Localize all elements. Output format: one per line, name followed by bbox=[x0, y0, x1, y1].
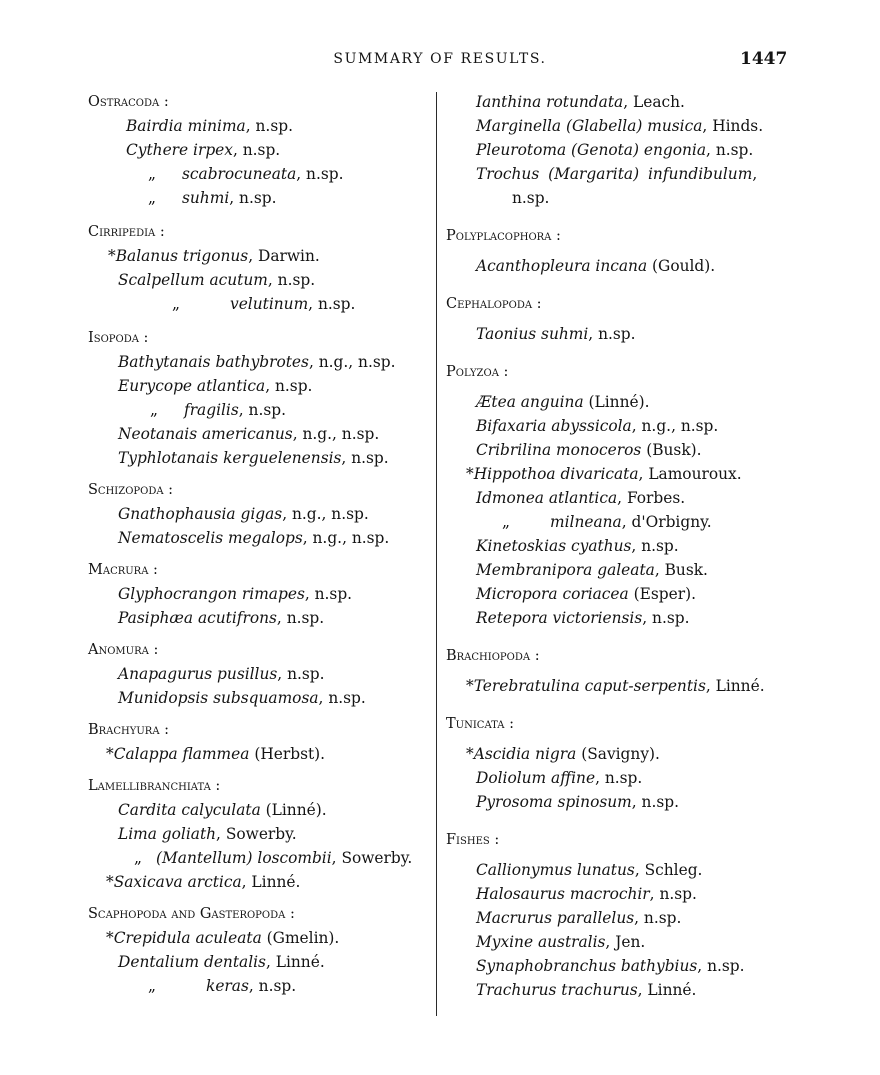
species-name: Crepidula aculeata bbox=[113, 929, 262, 947]
species-entry bbox=[88, 582, 433, 606]
species-authority: , n.sp. bbox=[706, 141, 754, 159]
species-name: Nematoscelis megalops bbox=[118, 529, 303, 547]
species-authority: (Busk). bbox=[641, 441, 702, 459]
species-name: Bathytanais bathybrotes bbox=[118, 353, 309, 371]
species-entry bbox=[88, 374, 433, 398]
species-authority: , n.sp. bbox=[634, 909, 682, 927]
species-authority: , n.sp. bbox=[304, 585, 353, 603]
species-authority: , Lamouroux. bbox=[638, 465, 742, 483]
section-brachyura bbox=[88, 718, 433, 766]
species-name: Idmonea atlantica bbox=[476, 489, 618, 507]
species-name: Retepora victoriensis bbox=[476, 609, 643, 627]
species-entry bbox=[446, 742, 791, 766]
species-authority: , Linné. bbox=[637, 981, 697, 999]
species-authority: (Linné). bbox=[260, 801, 327, 819]
species-name: Acanthopleura incana bbox=[476, 257, 648, 275]
species-name: milneana bbox=[550, 513, 622, 531]
species-authority: , n.sp. bbox=[248, 977, 297, 995]
species-authority: , n.sp. bbox=[631, 793, 679, 811]
species-name: Saxicava arctica bbox=[113, 873, 242, 891]
species-authority: , n.sp. bbox=[595, 769, 643, 787]
species-entry bbox=[88, 350, 433, 374]
species-name: Trochus (Margarita) infundibulum bbox=[476, 165, 753, 183]
species-authority: , n.sp. bbox=[588, 325, 636, 343]
species-entry bbox=[446, 766, 791, 790]
asterisk-mark: * bbox=[108, 247, 116, 265]
species-name: velutinum bbox=[230, 295, 309, 313]
species-authority: , Linné. bbox=[705, 677, 765, 695]
species-entry bbox=[446, 674, 791, 698]
species-entry bbox=[446, 114, 791, 138]
species-entry bbox=[88, 662, 433, 686]
species-authority: , n.sp. bbox=[229, 189, 277, 207]
species-entry bbox=[446, 510, 791, 534]
species-name: Micropora coriacea bbox=[476, 585, 629, 603]
species-name: Cardita calyculata bbox=[118, 801, 261, 819]
section-lamellibranchiata bbox=[88, 774, 433, 894]
species-authority: , n.sp. bbox=[296, 165, 344, 183]
section-heading: Schizopoda : bbox=[88, 482, 174, 498]
section-heading: Anomura : bbox=[88, 642, 159, 658]
species-entry bbox=[88, 446, 433, 470]
species-authority: n.sp. bbox=[512, 189, 550, 207]
species-authority: , n.g., n.sp. bbox=[308, 353, 396, 371]
right-column bbox=[446, 90, 791, 1002]
species-entry bbox=[446, 462, 791, 486]
species-authority: (Linné). bbox=[583, 393, 650, 411]
species-name: Anapagurus pusillus bbox=[118, 665, 278, 683]
section-brachiopoda bbox=[446, 644, 791, 698]
species-name: Taonius suhmi bbox=[476, 325, 589, 343]
species-entry bbox=[446, 954, 791, 978]
species-name: Cythere irpex bbox=[126, 141, 233, 159]
page-number: 1447 bbox=[740, 49, 788, 69]
section-heading: Fishes : bbox=[446, 832, 500, 848]
species-name: Ascidia nigra bbox=[473, 745, 577, 763]
species-name: (Mantellum) loscombii bbox=[156, 849, 332, 867]
species-name: Marginella (Glabella) musica bbox=[476, 117, 703, 135]
species-name: Kinetoskias cyathus bbox=[476, 537, 632, 555]
species-authority: , n.sp. bbox=[238, 401, 286, 419]
species-name: scabrocuneata bbox=[182, 165, 297, 183]
species-entry bbox=[446, 558, 791, 582]
section-heading: Scaphopoda and Gasteropoda : bbox=[88, 906, 295, 922]
species-authority: , Linné. bbox=[241, 873, 301, 891]
species-name: Balanus trigonus bbox=[115, 247, 249, 265]
species-authority: (Savigny). bbox=[576, 745, 660, 763]
species-entry bbox=[88, 292, 433, 316]
species-authority: , Schleg. bbox=[634, 861, 703, 879]
left-column bbox=[88, 90, 433, 998]
species-authority: , bbox=[752, 165, 758, 183]
species-name: Calappa flammea bbox=[113, 745, 250, 763]
species-authority: , Hinds. bbox=[702, 117, 764, 135]
species-name: Trachurus trachurus bbox=[476, 981, 638, 999]
section-heading: Macrura : bbox=[88, 562, 158, 578]
species-entry bbox=[446, 138, 791, 162]
species-entry bbox=[88, 974, 433, 998]
section-heading: Polyzoa : bbox=[446, 364, 509, 380]
species-entry bbox=[446, 790, 791, 814]
species-entry bbox=[88, 186, 433, 210]
species-entry bbox=[88, 268, 433, 292]
species-entry bbox=[88, 398, 433, 422]
species-entry bbox=[88, 138, 433, 162]
species-authority: , n.sp. bbox=[267, 271, 316, 289]
species-authority: , Busk. bbox=[654, 561, 708, 579]
species-entry bbox=[446, 858, 791, 882]
species-name: Ianthina rotundata bbox=[476, 93, 624, 111]
species-entry bbox=[88, 422, 433, 446]
column-divider bbox=[436, 92, 437, 1016]
species-entry bbox=[446, 978, 791, 1002]
species-authority: (Gmelin). bbox=[261, 929, 340, 947]
species-entry-continuation bbox=[446, 186, 791, 210]
section-cephalopoda bbox=[446, 292, 791, 346]
species-name: Dentalium dentalis bbox=[118, 953, 266, 971]
species-entry bbox=[446, 162, 791, 186]
section-scaphopoda-gasteropoda bbox=[88, 902, 433, 998]
species-authority: (Herbst). bbox=[249, 745, 326, 763]
species-name: Halosaurus macrochir bbox=[476, 885, 650, 903]
section-ostracoda bbox=[88, 90, 433, 210]
section-cirripedia bbox=[88, 220, 433, 316]
species-name: Pleurotoma (Genota) engonia bbox=[476, 141, 707, 159]
species-authority: , Forbes. bbox=[617, 489, 686, 507]
species-entry bbox=[88, 502, 433, 526]
asterisk-mark: * bbox=[106, 745, 114, 763]
species-authority: , Linné. bbox=[265, 953, 325, 971]
species-entry bbox=[446, 390, 791, 414]
species-authority: , n.sp. bbox=[318, 689, 366, 707]
species-entry bbox=[88, 798, 433, 822]
species-authority: , Jen. bbox=[605, 933, 646, 951]
species-entry bbox=[88, 870, 433, 894]
section-heading: Lamellibranchiata : bbox=[88, 778, 221, 794]
ditto-mark: „ bbox=[148, 189, 156, 207]
species-authority: , n.sp. bbox=[631, 537, 679, 555]
species-name: Synaphobranchus bathybius bbox=[476, 957, 698, 975]
species-authority: , n.g., n.sp. bbox=[302, 529, 390, 547]
species-entry bbox=[88, 244, 433, 268]
section-heading: Ostracoda : bbox=[88, 94, 169, 110]
section-gasteropoda-continued bbox=[446, 90, 791, 210]
species-authority: , n.sp. bbox=[232, 141, 281, 159]
species-name: Munidopsis subsquamosa bbox=[118, 689, 319, 707]
section-polyplacophora bbox=[446, 224, 791, 278]
species-entry bbox=[446, 322, 791, 346]
species-entry bbox=[88, 926, 433, 950]
species-authority: , n.sp. bbox=[642, 609, 690, 627]
species-authority: , n.sp. bbox=[276, 609, 325, 627]
species-authority: , n.g., n.sp. bbox=[282, 505, 369, 523]
asterisk-mark: * bbox=[466, 677, 474, 695]
species-entry bbox=[446, 254, 791, 278]
species-entry bbox=[88, 950, 433, 974]
species-entry bbox=[88, 742, 433, 766]
section-heading: Brachiopoda : bbox=[446, 648, 540, 664]
section-heading: Cephalopoda : bbox=[446, 296, 542, 312]
species-name: Ætea anguina bbox=[476, 393, 584, 411]
species-authority: , n.sp. bbox=[341, 449, 389, 467]
species-entry bbox=[446, 486, 791, 510]
species-name: fragilis bbox=[184, 401, 239, 419]
species-name: suhmi bbox=[182, 189, 230, 207]
section-macrura bbox=[88, 558, 433, 630]
species-name: Pyrosoma spinosum bbox=[476, 793, 632, 811]
ditto-mark: „ bbox=[150, 401, 158, 419]
species-name: Neotanais americanus bbox=[118, 425, 293, 443]
species-name: keras bbox=[206, 977, 249, 995]
section-anomura bbox=[88, 638, 433, 710]
species-name: Lima goliath bbox=[118, 825, 217, 843]
species-authority: (Gould). bbox=[647, 257, 716, 275]
species-authority: , n.g., n.sp. bbox=[631, 417, 719, 435]
running-title: SUMMARY OF RESULTS. bbox=[333, 51, 547, 67]
species-authority: , Sowerby. bbox=[216, 825, 297, 843]
species-authority: , n.sp. bbox=[277, 665, 325, 683]
ditto-mark: „ bbox=[502, 513, 510, 531]
species-name: Myxine australis bbox=[476, 933, 606, 951]
species-name: Terebratulina caput-serpentis bbox=[473, 677, 706, 695]
section-heading: Brachyura : bbox=[88, 722, 170, 738]
species-entry bbox=[446, 438, 791, 462]
species-name: Hippothoa divaricata bbox=[473, 465, 639, 483]
species-authority: , n.g., n.sp. bbox=[292, 425, 380, 443]
species-authority: , n.sp. bbox=[245, 117, 293, 135]
species-name: Glyphocrangon rimapes bbox=[118, 585, 305, 603]
species-authority: , n.sp. bbox=[649, 885, 697, 903]
ditto-mark: „ bbox=[172, 295, 180, 313]
asterisk-mark: * bbox=[106, 929, 114, 947]
section-fishes bbox=[446, 828, 791, 1002]
species-authority: , Darwin. bbox=[248, 247, 320, 265]
species-name: Membranipora galeata bbox=[476, 561, 655, 579]
species-name: Macrurus parallelus bbox=[476, 909, 635, 927]
section-schizopoda bbox=[88, 478, 433, 550]
species-entry bbox=[446, 906, 791, 930]
ditto-mark: „ bbox=[134, 849, 142, 867]
species-authority: , Sowerby. bbox=[331, 849, 413, 867]
species-entry bbox=[88, 606, 433, 630]
species-name: Callionymus lunatus bbox=[476, 861, 635, 879]
section-heading: Cirripedia : bbox=[88, 224, 165, 240]
species-entry bbox=[88, 114, 433, 138]
species-name: Doliolum affine bbox=[476, 769, 596, 787]
species-name: Gnathophausia gigas bbox=[118, 505, 283, 523]
species-entry bbox=[88, 526, 433, 550]
species-entry bbox=[88, 846, 433, 870]
species-name: Bairdia minima bbox=[126, 117, 246, 135]
species-authority: , Leach. bbox=[623, 93, 685, 111]
section-tunicata bbox=[446, 712, 791, 814]
section-heading: Tunicata : bbox=[446, 716, 514, 732]
section-heading: Polyplacophora : bbox=[446, 228, 561, 244]
species-entry bbox=[446, 606, 791, 630]
species-authority: , n.sp. bbox=[697, 957, 745, 975]
species-name: Bifaxaria abyssicola bbox=[476, 417, 632, 435]
species-name: Cribrilina monoceros bbox=[476, 441, 642, 459]
species-entry bbox=[446, 90, 791, 114]
section-isopoda bbox=[88, 326, 433, 470]
species-authority: , d'Orbigny. bbox=[621, 513, 712, 531]
species-entry bbox=[446, 414, 791, 438]
ditto-mark: „ bbox=[148, 977, 156, 995]
species-name: Eurycope atlantica bbox=[118, 377, 266, 395]
species-name: Scalpellum acutum bbox=[118, 271, 268, 289]
species-name: Typhlotanais kerguelenensis bbox=[118, 449, 342, 467]
species-entry bbox=[446, 582, 791, 606]
species-authority: (Esper). bbox=[628, 585, 696, 603]
species-name: Pasiphæa acutifrons bbox=[118, 609, 277, 627]
asterisk-mark: * bbox=[106, 873, 114, 891]
species-entry bbox=[88, 822, 433, 846]
ditto-mark: „ bbox=[148, 165, 156, 183]
species-entry bbox=[88, 162, 433, 186]
species-entry bbox=[446, 882, 791, 906]
species-authority: , n.sp. bbox=[265, 377, 313, 395]
section-polyzoa bbox=[446, 360, 791, 630]
species-entry bbox=[446, 534, 791, 558]
asterisk-mark: * bbox=[466, 745, 474, 763]
species-authority: , n.sp. bbox=[308, 295, 356, 313]
species-entry bbox=[88, 686, 433, 710]
asterisk-mark: * bbox=[466, 465, 474, 483]
species-entry bbox=[446, 930, 791, 954]
section-heading: Isopoda : bbox=[88, 330, 149, 346]
